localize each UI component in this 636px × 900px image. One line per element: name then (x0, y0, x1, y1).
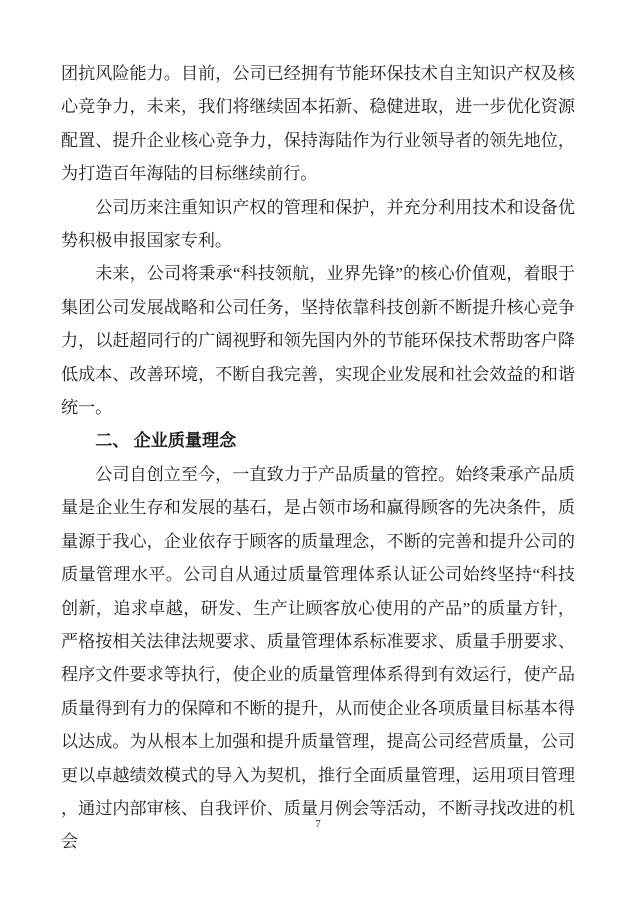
document-body (61, 57, 575, 859)
paragraph-future-values: 未来，公司将秉承“科技领航，业界先锋”的核心价值观，着眼于集团公司发展战略和公司任务，坚持依靠科技创新不断提升核心竞争力，以赶超同行的广阔视野和领先国内外的节能环保技术帮助客户降低成本、改善环境，不断自我完善，实现企业发展和社会效益的和谐统一。 (61, 264, 575, 418)
paragraph-intellectual-property: 公司历来注重知识产权的管理和保护，并充分利用技术和设备优势积极申报国家专利。 (61, 197, 575, 251)
paragraph-risk-resistance: 团抗风险能力。目前，公司已经拥有节能环保技术自主知识产权及核心竞争力，未来，我们将继续固本拓新、稳健进取，进一步优化资源配置、提升企业核心竞争力，保持海陆作为行业领导者的领先地位，为打造百年海陆的目标继续前行。 (61, 64, 575, 184)
page-number: 7 (315, 818, 321, 830)
paragraph-quality-management: 公司自创立至今，一直致力于产品质量的管控。始终秉承产品质量是企业生存和发展的基石，是占领市场和赢得顾客的先决条件，质量源于我心，企业依存于顾客的质量理念，不断的完善和提升公司的质量管理水平。公司自从通过质量管理体系认证公司始终坚持“科技创新，追求卓越，研发、生产让顾客放心使用的产品”的质量方针，严格按相关法律法规要求、质量管理体系标准要求、质量手册要求、程序文件要求等执行，使企业的质量管理体系得到有效运行，使产品质量得到有力的保障和不断的提升，从而使企业各项质量目标基本得以达成。为从根本上加强和提升质量管理，提高公司经营质量，公司更以卓越绩效模式的导入为契机，推行全面质量管理，运用项目管理，通过内部审核、自我评价、质量月例会等活动，不断寻找改进的机会 (61, 464, 575, 852)
section-heading-quality-philosophy: 二、 企业质量理念 (95, 431, 237, 451)
